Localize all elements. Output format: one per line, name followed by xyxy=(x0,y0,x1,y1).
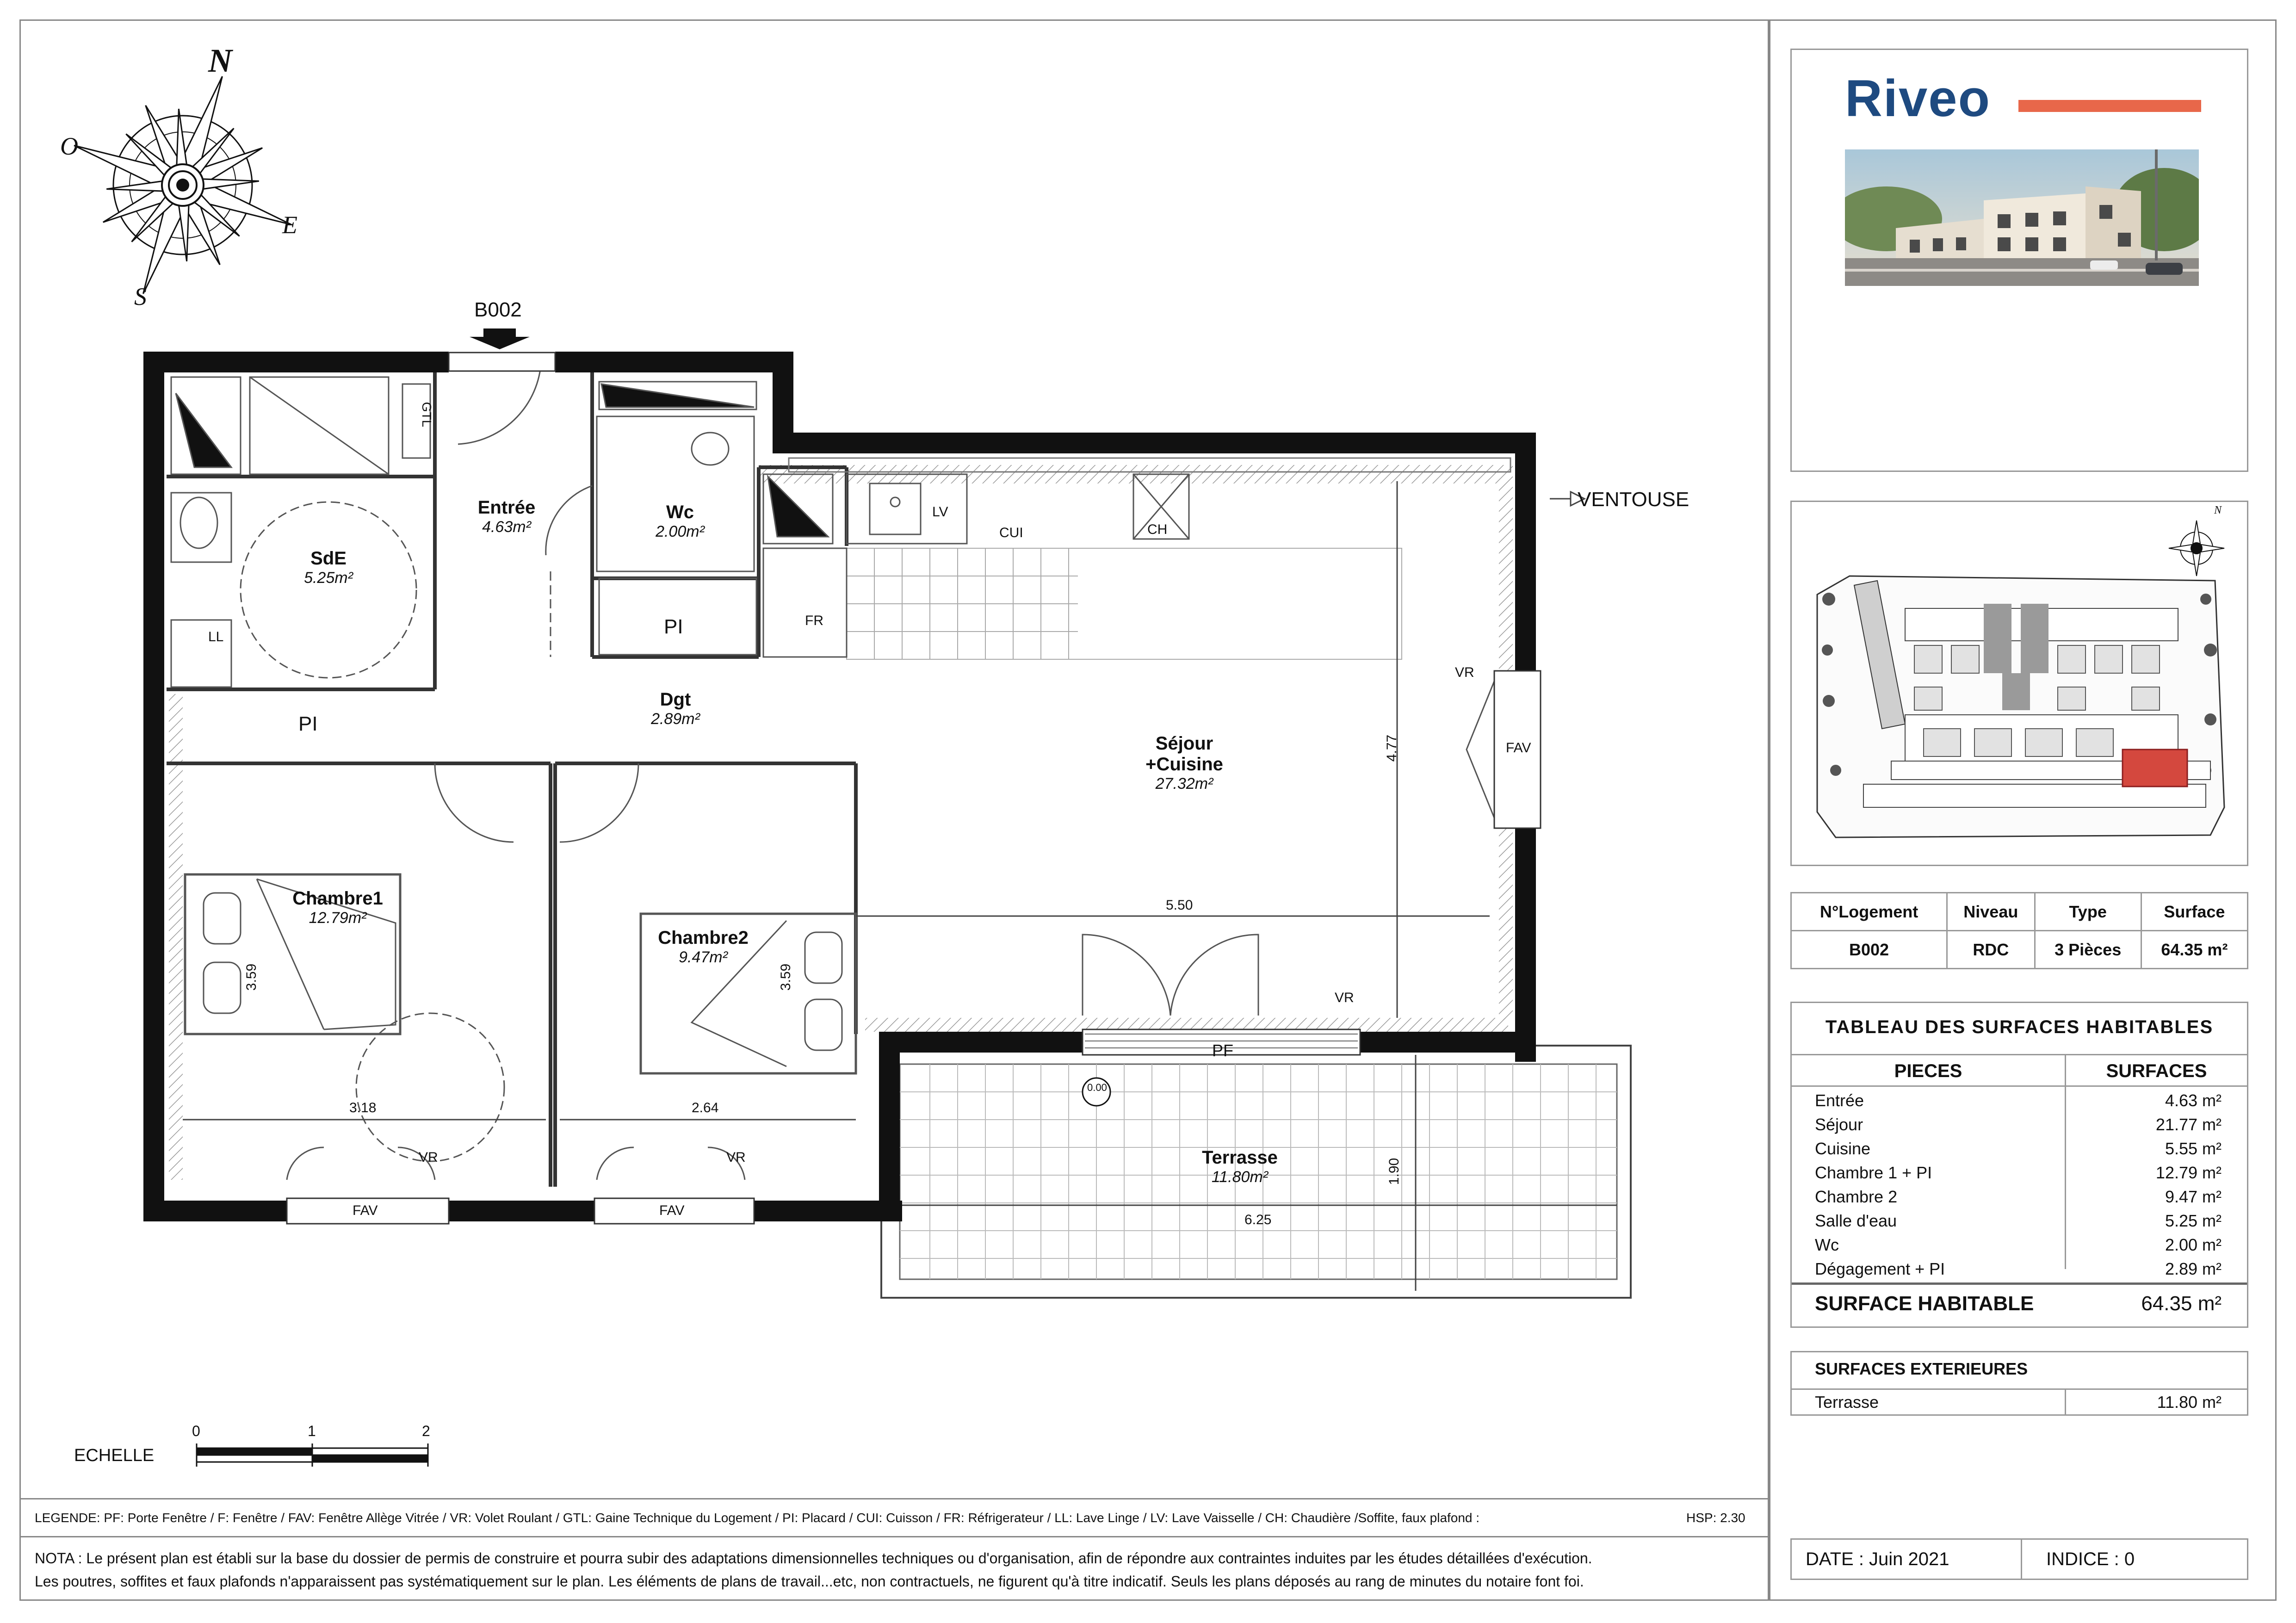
surface-row: Cuisine xyxy=(1815,1139,1871,1158)
surface-value: 2.89 m² xyxy=(2165,1259,2222,1278)
room-sejour: Séjour +Cuisine 27.32m² xyxy=(1145,733,1223,793)
label-cui: CUI xyxy=(999,525,1023,540)
scale-tick-0: 0 xyxy=(192,1423,200,1439)
label-fr: FR xyxy=(805,613,823,628)
site-plan-highlight xyxy=(2123,750,2187,787)
label-vr-ch2: VR xyxy=(726,1150,746,1165)
ventouse-label: VENTOUSE xyxy=(1578,488,1690,511)
label-ll: LL xyxy=(208,629,224,644)
label-level: 0.00 xyxy=(1087,1082,1107,1093)
dim-264: 2.64 xyxy=(692,1100,719,1115)
dim-625: 6.25 xyxy=(1244,1212,1272,1227)
dim-477: 4.77 xyxy=(1384,734,1400,762)
exterior-col-divider xyxy=(2065,1388,2066,1414)
label-pi-ch1: PI xyxy=(298,712,318,735)
td-type: 3 Pièces xyxy=(2035,931,2141,969)
nota-separator xyxy=(19,1536,1769,1537)
surface-row: Entrée xyxy=(1815,1091,1864,1110)
surface-value: 12.79 m² xyxy=(2155,1163,2222,1182)
site-plan xyxy=(1808,511,2234,854)
exterior-row: Terrasse xyxy=(1815,1393,1879,1412)
legend-text: LEGENDE: PF: Porte Fenêtre / F: Fenêtre / FAV: Fenêtre Allège Vitrée / VR: Volet Roulant / GTL: Gaine Technique du Logement / PI: Placard / CUI: Cuisson / FR: Réfrigerateur / LL: Lave Linge / LV: Lave Vaisselle / CH: Chaudière /Soffite, faux plafond : xyxy=(35,1511,1480,1525)
surface-value: 4.63 m² xyxy=(2165,1091,2222,1110)
td-surface: 64.35 m² xyxy=(2141,931,2247,969)
kitchen-tiles xyxy=(847,548,1402,659)
indice-label: INDICE : 0 xyxy=(2046,1549,2135,1569)
label-fav-sejour: FAV xyxy=(1506,740,1531,756)
label-fav-ch1: FAV xyxy=(353,1203,378,1218)
room-entree: Entrée 4.63m² xyxy=(477,497,536,536)
surfaces-title: TABLEAU DES SURFACES HABITABLES xyxy=(1825,1017,2214,1037)
exterior-title: SURFACES EXTERIEURES xyxy=(1815,1359,2028,1378)
surface-row: Dégagement + PI xyxy=(1815,1259,1945,1278)
room-terrasse: Terrasse 11.80m² xyxy=(1202,1147,1278,1186)
label-vr-ch1: VR xyxy=(419,1150,438,1165)
lot-id-label: B002 xyxy=(474,298,522,321)
td-niveau: RDC xyxy=(1947,931,2035,969)
entrance-arrow xyxy=(470,328,530,349)
compass-n: N xyxy=(208,42,232,79)
col-surfaces: SURFACES xyxy=(2106,1061,2207,1081)
unit-info-table xyxy=(1790,892,2248,969)
compass-rose xyxy=(71,73,295,297)
surface-value: 5.25 m² xyxy=(2165,1211,2222,1230)
site-compass-n: N xyxy=(2214,504,2222,516)
td-logement: B002 xyxy=(1791,931,1947,969)
dim-359-ch1: 3.59 xyxy=(244,963,260,991)
col-pieces: PIECES xyxy=(1894,1061,1962,1081)
room-dgt: Dgt 2.89m² xyxy=(651,689,700,728)
nota-line-1: NOTA : Le présent plan est établi sur la base du dossier de permis de construire et pourra subir des adaptations dimensionnelles techniques ou d'organisation, afin de répondre aux contraintes induites par les études détaillées d'exécution. xyxy=(35,1550,1592,1567)
brand-box xyxy=(1790,49,2248,472)
surface-value: 2.00 m² xyxy=(2165,1235,2222,1254)
scale-tick-1: 1 xyxy=(308,1423,316,1439)
date-label: DATE : Juin 2021 xyxy=(1806,1549,1949,1569)
surface-row: Chambre 1 + PI xyxy=(1815,1163,1932,1182)
room-chambre2: Chambre2 9.47m² xyxy=(658,928,749,966)
surfaces-table xyxy=(1790,1002,2248,1328)
exterior-surfaces-table xyxy=(1790,1351,2248,1416)
label-lv: LV xyxy=(932,504,948,520)
surface-value: 5.55 m² xyxy=(2165,1139,2222,1158)
dim-359-ch2: 3.59 xyxy=(778,963,794,991)
label-vr-pf: VR xyxy=(1335,990,1354,1005)
surfaces-cols-line xyxy=(1792,1085,2247,1087)
label-pf: PF xyxy=(1212,1041,1234,1060)
surfaces-total-line xyxy=(1792,1282,2247,1285)
surface-total-value: 64.35 m² xyxy=(2141,1292,2222,1315)
label-pi-wc: PI xyxy=(664,615,683,638)
label-ch: CH xyxy=(1147,522,1168,537)
room-wc: Wc 2.00m² xyxy=(656,502,705,540)
surface-value: 9.47 m² xyxy=(2165,1187,2222,1206)
room-sde: SdE 5.25m² xyxy=(304,548,353,587)
compass-e: E xyxy=(282,211,297,239)
dim-190: 1.90 xyxy=(1386,1158,1402,1185)
surface-row: Salle d'eau xyxy=(1815,1211,1897,1230)
surface-value: 21.77 m² xyxy=(2155,1115,2222,1134)
legend-separator xyxy=(19,1498,1769,1499)
partitions xyxy=(167,352,856,1187)
exterior-value: 11.80 m² xyxy=(2157,1393,2222,1412)
scale-tick-2: 2 xyxy=(422,1423,430,1439)
label-vr-sejour: VR xyxy=(1455,665,1474,680)
th-surface: Surface xyxy=(2141,893,2247,931)
th-type: Type xyxy=(2035,893,2141,931)
brand-logo: Riveo xyxy=(1845,69,1991,127)
surface-row: Séjour xyxy=(1815,1115,1863,1134)
site-plan-box xyxy=(1790,501,2248,866)
nota-line-2: Les poutres, soffites et faux plafonds n'apparaissent pas systématiquement sur le plan. Les éléments de plans de travail...etc, non contractuels, ne figurent qu'à titre indicatif. Seuls les plans déposés au rang de minutes du notaire font foi. xyxy=(35,1573,1584,1590)
footer-divider xyxy=(2021,1540,2022,1579)
dim-318: 3.18 xyxy=(349,1100,377,1115)
surface-total-label: SURFACE HABITABLE xyxy=(1815,1292,2034,1315)
room-chambre1: Chambre1 12.79m² xyxy=(292,888,383,927)
surfaces-header-line xyxy=(1792,1054,2247,1055)
label-fav-ch2: FAV xyxy=(659,1203,685,1218)
brand-accent-bar xyxy=(2018,100,2201,112)
building-rendering xyxy=(1845,149,2199,286)
hsp-text: HSP: 2.30 xyxy=(1686,1511,1745,1525)
scale-bar xyxy=(197,1443,428,1467)
label-gtl: GTL xyxy=(420,402,434,427)
footer-box xyxy=(1790,1538,2248,1580)
surface-row: Chambre 2 xyxy=(1815,1187,1898,1206)
site-compass-icon xyxy=(2169,520,2224,576)
compass-o: O xyxy=(60,132,78,160)
surface-row: Wc xyxy=(1815,1235,1839,1254)
compass-s: S xyxy=(134,283,147,310)
scale-label: ECHELLE xyxy=(74,1446,155,1465)
th-logement: N°Logement xyxy=(1791,893,1947,931)
dim-550: 5.50 xyxy=(1166,898,1193,913)
exterior-line xyxy=(1792,1388,2247,1390)
th-niveau: Niveau xyxy=(1947,893,2035,931)
